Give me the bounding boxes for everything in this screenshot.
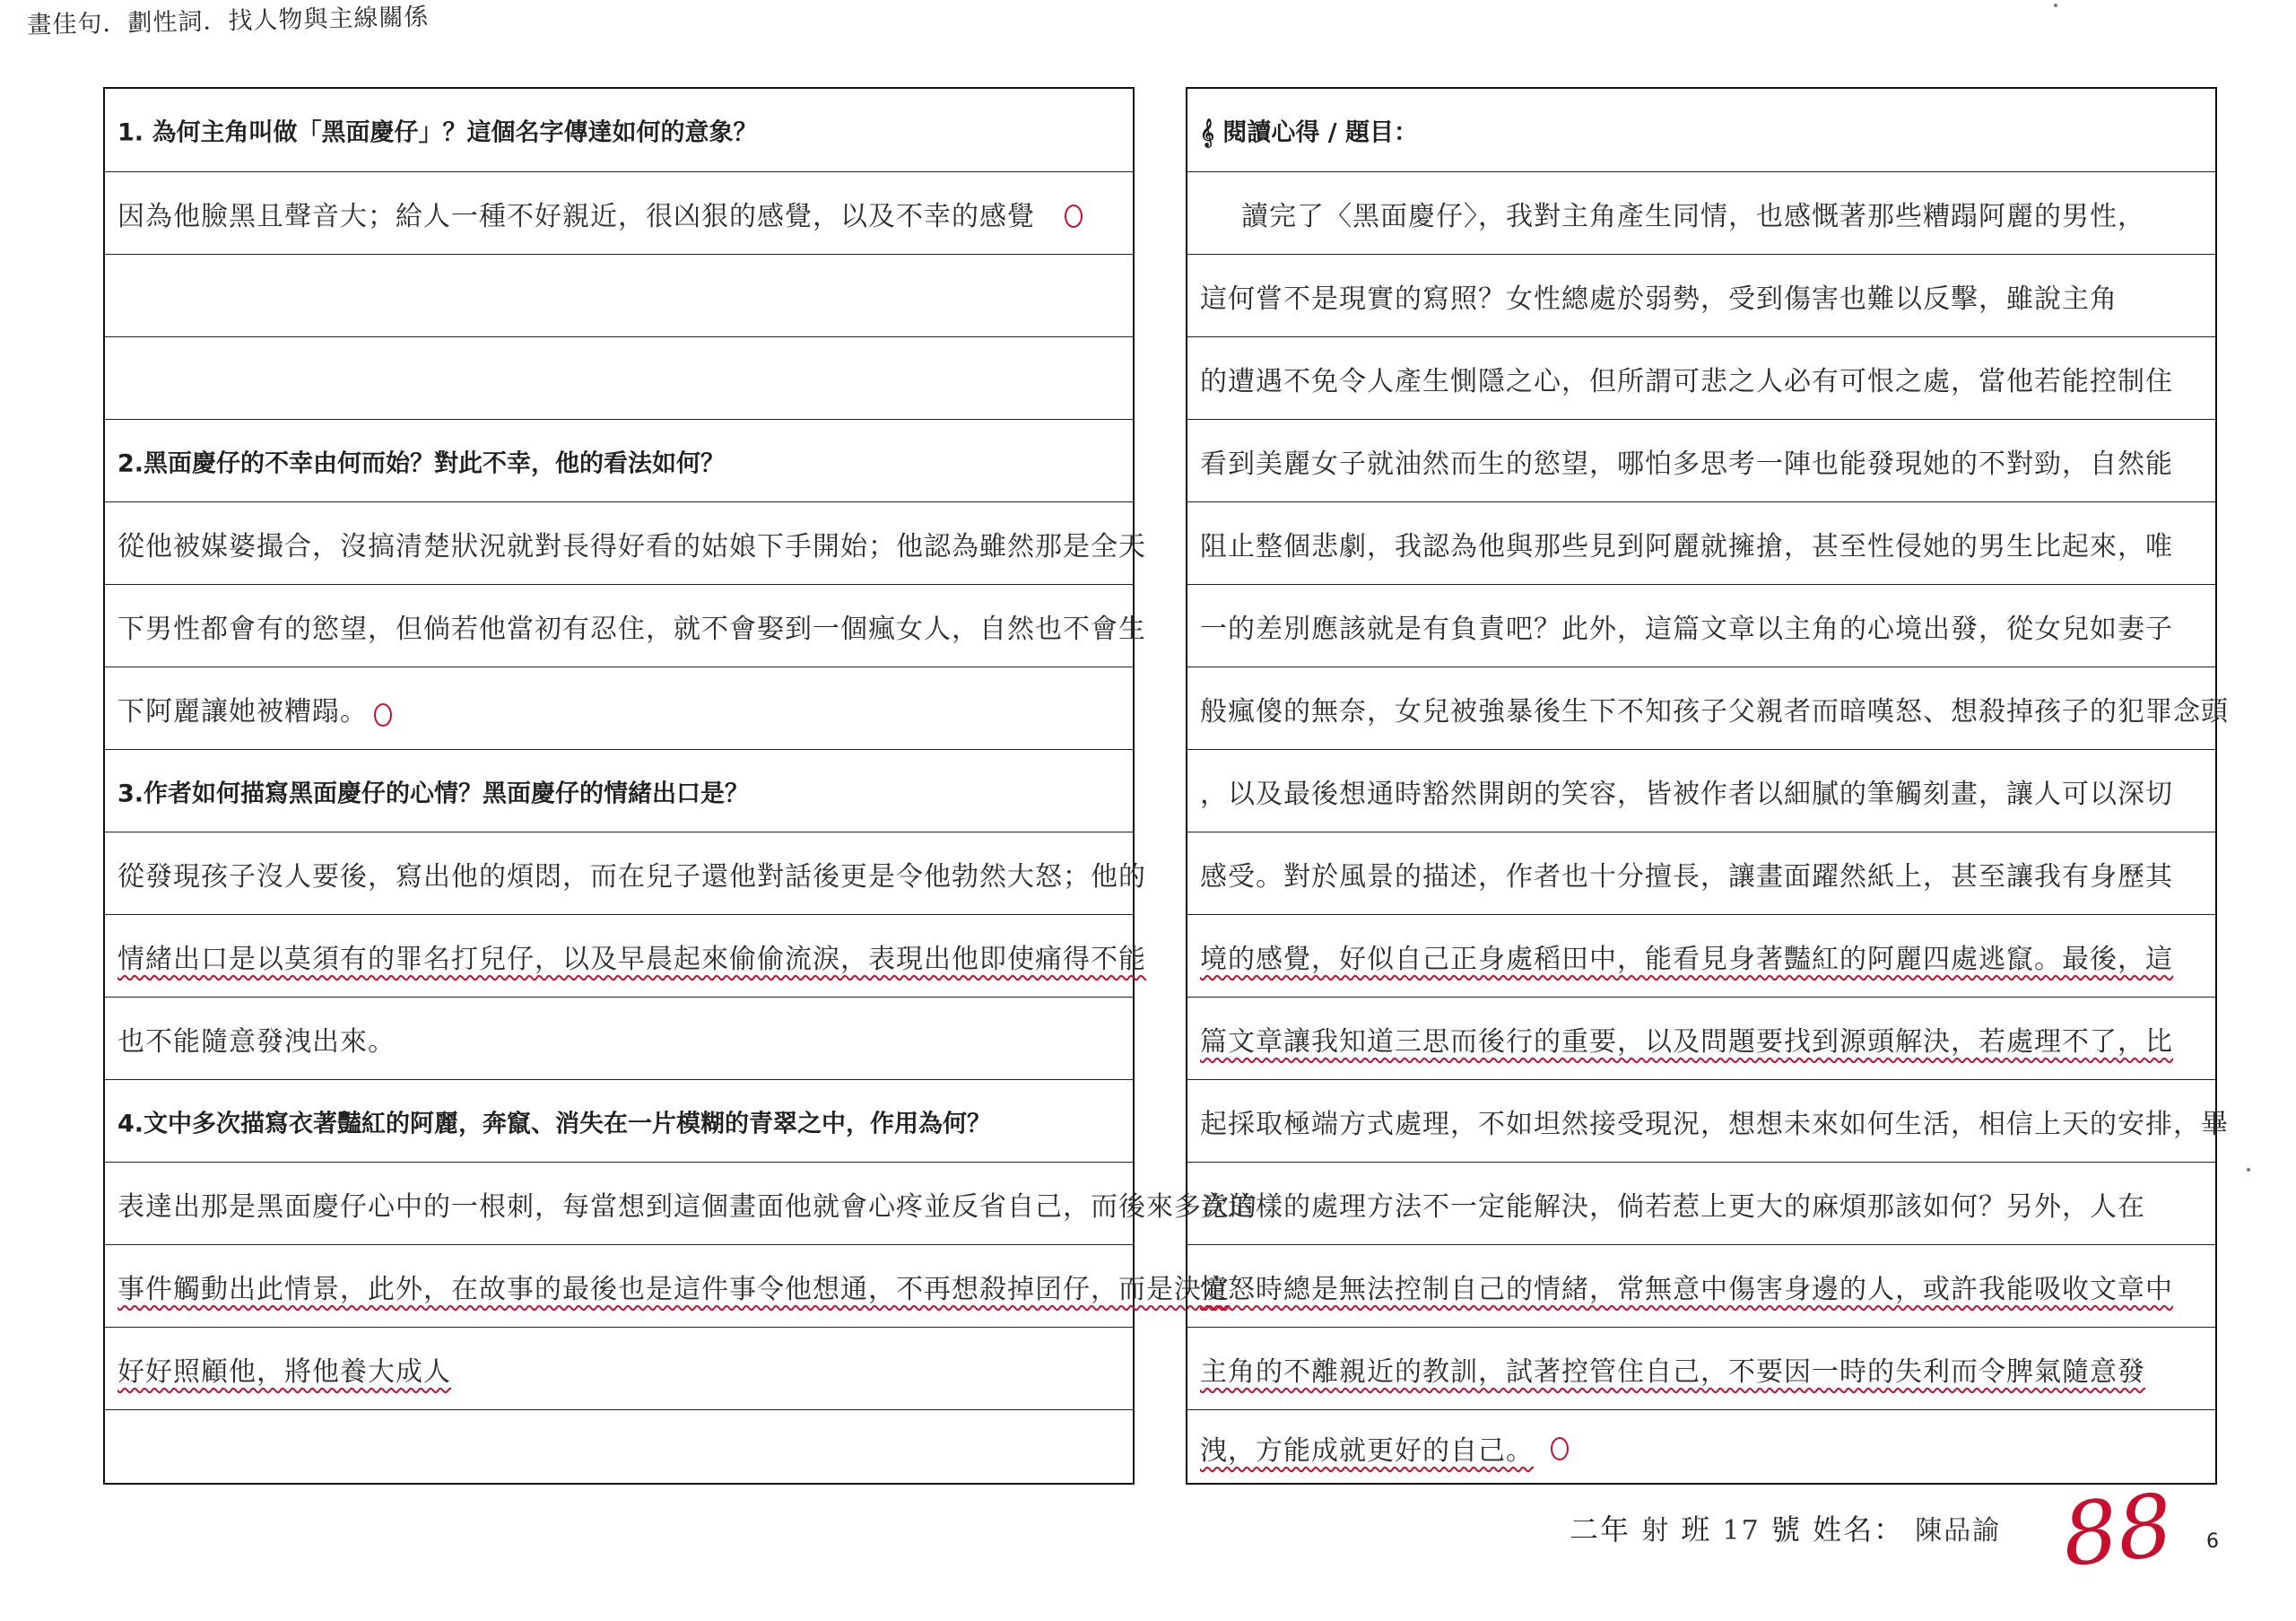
question-row-1 bbox=[105, 89, 1133, 171]
reflection-line bbox=[1187, 667, 2229, 749]
answer-line bbox=[105, 1244, 1230, 1327]
seat-number: 17 bbox=[1722, 1515, 1761, 1547]
reflection-line bbox=[1187, 1244, 2215, 1327]
answer-4-line-3: 好好照顧他，將他養大成人 bbox=[117, 1355, 451, 1388]
clef-icon: 𝄞 bbox=[1200, 118, 1223, 147]
grade-class: 射 bbox=[1641, 1515, 1671, 1547]
reflection-line-16: 洩，方能成就更好的自己。 bbox=[1200, 1434, 1534, 1467]
speck bbox=[2247, 1168, 2250, 1172]
reflection-line-2: 這何嘗不是現實的寫照？女性總處於弱勢，受到傷害也難以反擊，雖說主角 bbox=[1200, 283, 2118, 315]
reflection-line bbox=[1187, 501, 2215, 584]
reflection-line bbox=[1187, 336, 2215, 419]
answer-3-line-3: 也不能隨意發洩出來。 bbox=[117, 1025, 396, 1058]
question-2: 2.黑面慶仔的不幸由何而始？對此不幸，他的看法如何？ bbox=[117, 449, 726, 477]
question-row-3 bbox=[105, 749, 1133, 832]
reflection-line-3: 的遭遇不免令人產生惻隱之心，但所謂可悲之人必有可恨之處，當他若能控制住 bbox=[1200, 365, 2173, 397]
reflection-line-14: 憤怒時總是無法控制自己的情緒，常無意中傷害身邊的人，或許我能吸收文章中 bbox=[1200, 1273, 2173, 1305]
answer-line bbox=[105, 667, 1133, 749]
answer-2-line-2: 下男性都會有的慾望，但倘若他當初有忍住，就不會娶到一個瘋女人，自然也不會生 bbox=[117, 613, 1146, 645]
reflection-line bbox=[1187, 584, 2215, 667]
seat-name-label: 號 姓名： bbox=[1770, 1512, 1905, 1547]
reflection-line bbox=[1187, 1079, 2229, 1162]
reflection-line bbox=[1187, 1162, 2215, 1244]
reflection-line-7: 般瘋傻的無奈，女兒被強暴後生下不知孩子父親者而暗嘆怒、想殺掉孩子的犯罪念頭 bbox=[1200, 695, 2229, 728]
answer-line bbox=[105, 584, 1146, 667]
reflection-line bbox=[1187, 997, 2215, 1079]
reflection-line-15: 主角的不離親近的教訓，試著控管住自己，不要因一時的失利而令脾氣隨意發 bbox=[1200, 1355, 2145, 1388]
reflection-panel bbox=[1186, 87, 2229, 1485]
answer-3-line-2: 情緒出口是以莫須有的罪名打兒仔，以及早晨起來偷偷流淚，表現出他即使痛得不能 bbox=[117, 943, 1146, 975]
speck bbox=[2054, 4, 2057, 7]
answer-line bbox=[105, 1409, 1133, 1485]
answer-line bbox=[105, 336, 1133, 419]
reflection-line-9: 感受。對於風景的描述，作者也十分擅長，讓畫面躍然紙上，甚至讓我有身歷其 bbox=[1200, 860, 2173, 893]
answer-line bbox=[105, 1162, 1257, 1244]
reflection-line-11: 篇文章讓我知道三思而後行的重要，以及問題要找到源頭解決，若處理不了，比 bbox=[1200, 1025, 2173, 1058]
reflection-line bbox=[1187, 419, 2215, 501]
answer-line bbox=[105, 914, 1146, 997]
reflection-line bbox=[1187, 832, 2215, 914]
reflection-line bbox=[1187, 914, 2215, 997]
answer-4-line-1: 表達出那是黑面慶仔心中的一根刺，每當想到這個畫面他就會心疼並反省自己，而後來多次的 bbox=[117, 1190, 1257, 1223]
answer-line bbox=[105, 832, 1146, 914]
top-handwritten-note: 畫佳句．劃性詞．找人物與主線關係 bbox=[27, 3, 430, 39]
answer-line bbox=[105, 1327, 1133, 1409]
answer-2-line-1: 從他被媒婆撮合，沒搞清楚狀況就對長得好看的姑娘下手開始；他認為雖然那是全天 bbox=[117, 530, 1146, 562]
answer-1-line-1: 因為他臉黑且聲音大；給人一種不好親近，很凶狠的感覺，以及不幸的感覺 bbox=[117, 200, 1035, 232]
page-number: 6 bbox=[2206, 1530, 2219, 1553]
question-row-4 bbox=[105, 1079, 1133, 1162]
question-row-2 bbox=[105, 419, 1133, 501]
student-name: 陳品諭 bbox=[1915, 1515, 2002, 1547]
reflection-line bbox=[1187, 254, 2215, 336]
question-1: 1. 為何主角叫做「黑面慶仔」？這個名字傳達如何的意象？ bbox=[117, 118, 758, 147]
reflection-line-12: 起採取極端方式處理，不如坦然接受現況，想想未來如何生活，相信上天的安排，畢 bbox=[1200, 1108, 2229, 1140]
red-check-mark bbox=[1551, 1437, 1569, 1460]
answer-line bbox=[105, 501, 1146, 584]
reflection-line bbox=[1187, 1409, 2215, 1485]
reflection-line-4: 看到美麗女子就油然而生的慾望，哪怕多思考一陣也能發現她的不對勁，自然能 bbox=[1200, 448, 2173, 480]
red-check-mark bbox=[374, 703, 392, 727]
reflection-line-10: 境的感覺，好似自己正身處稻田中，能看見身著豔紅的阿麗四處逃竄。最後，這 bbox=[1200, 943, 2173, 975]
student-info bbox=[1570, 1507, 2001, 1548]
score-mark: 88 bbox=[2057, 1474, 2178, 1587]
reflection-line-5: 阻止整個悲劇，我認為他與那些見到阿麗就擁搶，甚至性侵她的男生比起來，唯 bbox=[1200, 530, 2173, 562]
answer-3-line-1: 從發現孩子沒人要後，寫出他的煩悶，而在兒子還他對話後更是令他勃然大怒；他的 bbox=[117, 860, 1146, 893]
reflection-line bbox=[1187, 749, 2215, 832]
class-label: 班 bbox=[1681, 1512, 1712, 1547]
red-check-mark bbox=[1065, 205, 1083, 228]
reflection-header bbox=[1200, 113, 1418, 148]
reflection-line bbox=[1187, 1327, 2215, 1409]
question-3: 3.作者如何描寫黑面慶仔的心情？黑面慶仔的情緒出口是？ bbox=[117, 780, 750, 807]
answer-4-line-2: 事件觸動出此情景，此外，在故事的最後也是這件事令他想通，不再想殺掉囝仔，而是決定 bbox=[117, 1273, 1230, 1305]
answer-2-line-3: 下阿麗讓她被糟蹋。 bbox=[117, 695, 368, 728]
reflection-header-row bbox=[1187, 89, 2215, 171]
reflection-line-13: 竟這樣的處理方法不一定能解決，倘若惹上更大的麻煩那該如何？另外，人在 bbox=[1200, 1190, 2145, 1223]
reflection-line-6: 一的差別應該就是有負責吧？此外，這篇文章以主角的心境出發，從女兒如妻子 bbox=[1200, 613, 2173, 645]
answer-line bbox=[105, 171, 1133, 254]
answer-line bbox=[105, 997, 1133, 1079]
question-4: 4.文中多次描寫衣著豔紅的阿麗，奔竄、消失在一片模糊的青翠之中，作用為何？ bbox=[117, 1110, 992, 1137]
reflection-line bbox=[1187, 171, 2215, 254]
grade-label: 二年 bbox=[1570, 1512, 1631, 1547]
answer-line bbox=[105, 254, 1133, 336]
reflection-line-1: 讀完了〈黑面慶仔〉，我對主角產生同情，也感慨著那些糟蹋阿麗的男性， bbox=[1241, 200, 2145, 232]
reflection-line-8: ，以及最後想通時豁然開朗的笑容，皆被作者以細膩的筆觸刻畫，讓人可以深切 bbox=[1200, 778, 2173, 810]
reflection-header-text: 閱讀心得 / 題目： bbox=[1222, 118, 1419, 147]
questions-panel bbox=[103, 87, 1257, 1485]
